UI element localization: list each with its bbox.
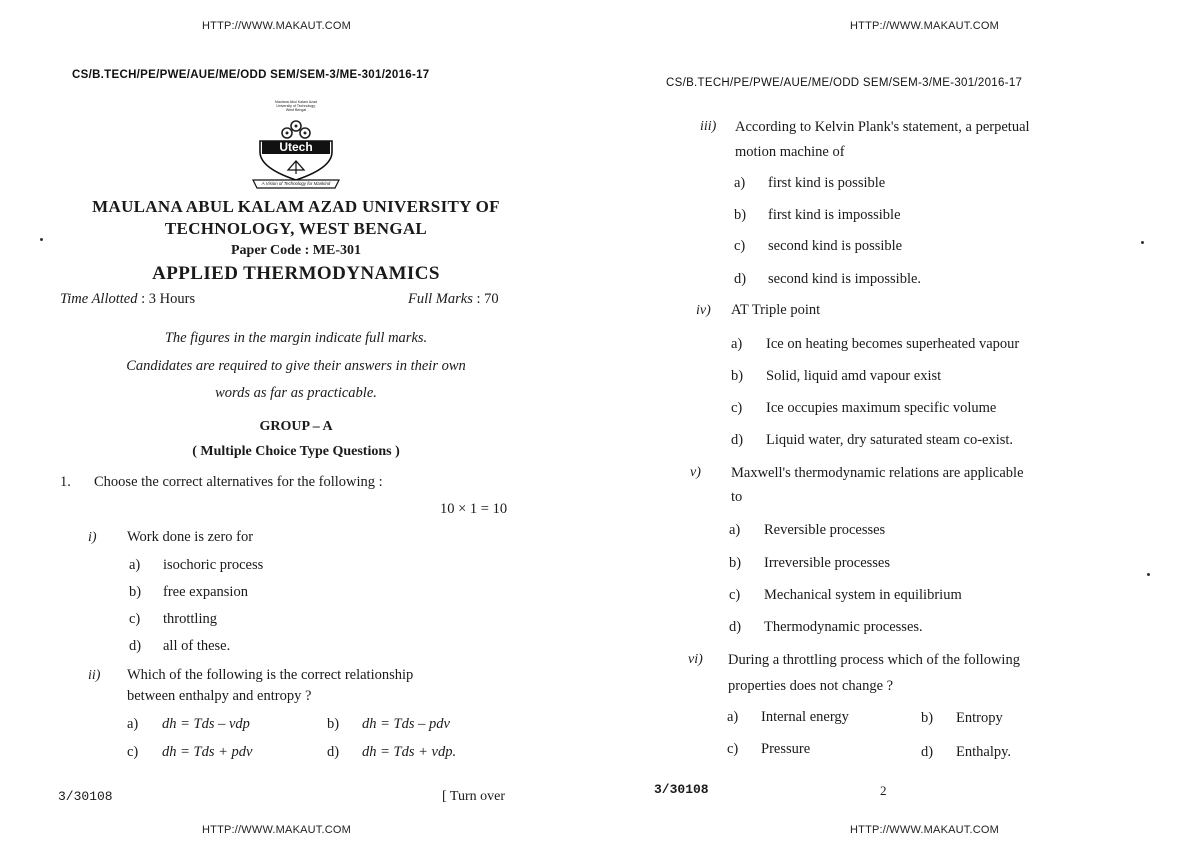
qiii-option-c-label: c) xyxy=(734,238,746,254)
qv-text-line1: Maxwell's thermodynamic relations are applicable xyxy=(731,465,1024,481)
qv-option-a-label: a) xyxy=(729,522,741,538)
instruction-line1: The figures in the margin indicate full marks. xyxy=(164,330,428,346)
marks-value: : 70 xyxy=(476,291,499,307)
qii-option-b: dh = Tds – pdv xyxy=(362,716,450,732)
marks-label: Full Marks xyxy=(408,291,473,307)
qv-option-d: Thermodynamic processes. xyxy=(764,619,923,635)
qiii-text-line2: motion machine of xyxy=(735,144,845,160)
qv-option-c-label: c) xyxy=(729,587,741,603)
header-url-2[interactable]: HTTP://WWW.MAKAUT.COM xyxy=(850,20,1000,32)
qv-option-b-label: b) xyxy=(729,555,742,571)
qiii-option-d: second kind is impossible. xyxy=(768,271,922,287)
qiii-option-c: second kind is possible xyxy=(768,238,903,254)
logo-motto: A Vision of Technology for Mankind xyxy=(261,181,331,186)
qiii-option-b: first kind is impossible xyxy=(768,207,901,223)
qii-number: ii) xyxy=(88,668,101,683)
subject-title: APPLIED THERMODYNAMICS xyxy=(152,263,440,284)
q1-text: Choose the correct alternatives for the following : xyxy=(94,474,383,490)
qvi-number: vi) xyxy=(688,652,703,667)
paper-code-line: CS/B.TECH/PE/PWE/AUE/ME/ODD SEM/SEM-3/ME-301/2016-17 xyxy=(72,69,430,81)
qiv-option-a-label: a) xyxy=(731,336,743,352)
time-label: Time Allotted xyxy=(60,291,138,307)
group-subtitle: ( Multiple Choice Type Questions ) xyxy=(192,444,400,459)
qi-option-b: free expansion xyxy=(163,584,248,600)
qiii-option-a: first kind is possible xyxy=(768,175,886,191)
qiii-option-a-label: a) xyxy=(734,175,746,191)
qiv-option-a: Ice on heating becomes superheated vapour xyxy=(766,336,1020,352)
qi-option-b-label: b) xyxy=(129,584,142,600)
qii-text-line1: Which of the following is the correct relationship xyxy=(127,667,414,683)
qiii-text-line1: According to Kelvin Plank's statement, a perpetual xyxy=(735,119,1030,135)
qiv-option-d: Liquid water, dry saturated steam co-exist. xyxy=(766,432,1014,448)
instruction-line2: Candidates are required to give their answers in their own xyxy=(126,358,466,374)
footer-code: 3/30108 xyxy=(58,789,113,804)
time-value: : 3 Hours xyxy=(141,291,196,307)
qiv-text: AT Triple point xyxy=(731,302,821,318)
university-name-line1: MAULANA ABUL KALAM AZAD UNIVERSITY OF xyxy=(92,197,500,216)
turn-over: [ Turn over xyxy=(442,789,506,804)
logo-badge-text: Utech xyxy=(279,140,313,154)
university-logo xyxy=(246,100,346,192)
qii-option-c: dh = Tds + pdv xyxy=(162,744,253,760)
full-marks xyxy=(408,291,499,308)
time-allotted xyxy=(60,291,195,308)
qv-option-d-label: d) xyxy=(729,619,742,635)
footer-code-2: 3/30108 xyxy=(654,782,709,797)
instruction-line3: words as far as practicable. xyxy=(215,385,377,401)
qv-option-a: Reversible processes xyxy=(764,522,886,538)
qv-number: v) xyxy=(690,465,701,480)
qiv-number: iv) xyxy=(696,303,711,318)
qii-option-a-label: a) xyxy=(127,716,139,732)
qiii-option-d-label: d) xyxy=(734,271,747,287)
qiv-option-c: Ice occupies maximum specific volume xyxy=(766,400,997,416)
university-name-line2: TECHNOLOGY, WEST BENGAL xyxy=(164,219,428,238)
q1-marks: 10 × 1 = 10 xyxy=(440,501,508,517)
qi-text: Work done is zero for xyxy=(127,529,254,545)
footer-url[interactable]: HTTP://WWW.MAKAUT.COM xyxy=(202,824,352,836)
qii-option-b-label: b) xyxy=(327,716,340,732)
qvi-option-a: Internal energy xyxy=(761,709,849,725)
qvi-option-d: Enthalpy. xyxy=(956,744,1012,760)
qvi-option-a-label: a) xyxy=(727,709,739,725)
qiv-option-b-label: b) xyxy=(731,368,744,384)
qii-option-d-label: d) xyxy=(327,744,340,760)
qv-text-line2: to xyxy=(731,489,743,505)
qvi-text-line2: properties does not change ? xyxy=(728,678,894,694)
footer-url-2[interactable]: HTTP://WWW.MAKAUT.COM xyxy=(850,824,1000,836)
scan-speck xyxy=(1141,241,1144,244)
qii-option-a: dh = Tds – vdp xyxy=(162,716,250,732)
qii-option-c-label: c) xyxy=(127,744,139,760)
paper-code: Paper Code : ME-301 xyxy=(231,243,361,258)
qi-option-d: all of these. xyxy=(163,638,231,654)
qiii-option-b-label: b) xyxy=(734,207,747,223)
qiv-option-c-label: c) xyxy=(731,400,743,416)
q1-number: 1. xyxy=(60,474,71,490)
qii-option-d: dh = Tds + vdp. xyxy=(362,744,457,760)
scan-speck xyxy=(1147,573,1150,576)
qi-option-c: throttling xyxy=(163,611,217,627)
qv-option-b: Irreversible processes xyxy=(764,555,891,571)
paper-code-line-2: CS/B.TECH/PE/PWE/AUE/ME/ODD SEM/SEM-3/ME-301/2016-17 xyxy=(666,77,1023,89)
qi-number: i) xyxy=(88,530,97,545)
logo-top-text: Maulana Abul Kalam Azad University of Technology, West Bengal xyxy=(275,100,317,112)
scan-speck xyxy=(40,238,43,241)
qiv-option-b: Solid, liquid amd vapour exist xyxy=(766,368,942,384)
qii-text-line2: between enthalpy and entropy ? xyxy=(127,688,312,704)
qi-option-d-label: d) xyxy=(129,638,142,654)
qvi-option-c: Pressure xyxy=(761,741,811,757)
qi-option-c-label: c) xyxy=(129,611,141,627)
qvi-option-c-label: c) xyxy=(727,741,739,757)
qiii-number: iii) xyxy=(700,119,717,134)
qvi-option-b: Entropy xyxy=(956,710,1003,726)
qi-option-a: isochoric process xyxy=(163,557,264,573)
qiv-option-d-label: d) xyxy=(731,432,744,448)
qvi-option-d-label: d) xyxy=(921,744,934,760)
qi-option-a-label: a) xyxy=(129,557,141,573)
page-number: 2 xyxy=(880,783,887,798)
group-heading: GROUP – A xyxy=(259,419,333,434)
qvi-text-line1: During a throttling process which of the following xyxy=(728,652,1020,668)
qv-option-c: Mechanical system in equilibrium xyxy=(764,587,962,603)
qvi-option-b-label: b) xyxy=(921,710,934,726)
header-url[interactable]: HTTP://WWW.MAKAUT.COM xyxy=(202,20,352,32)
